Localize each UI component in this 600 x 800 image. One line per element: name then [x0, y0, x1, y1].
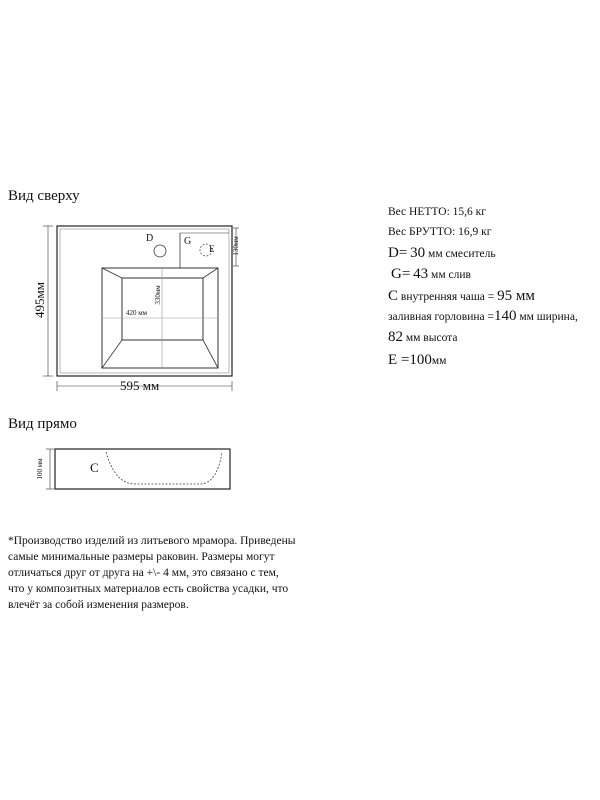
- faucet-hole: [154, 245, 166, 257]
- bowl-edge-tr: [203, 268, 218, 278]
- basin-outline: [57, 226, 232, 376]
- spec-net-weight: Вес НЕТТО: 15,6 кг: [388, 206, 486, 218]
- basin-inner-outline: [60, 229, 229, 373]
- bowl-edge-tl: [102, 268, 122, 278]
- spec-d: D= 30 мм смеситель: [388, 245, 496, 261]
- front-outline: [55, 449, 230, 489]
- spec-neck-width: заливная горловина =140 мм ширина,: [388, 308, 578, 324]
- label-d: D: [146, 233, 154, 244]
- top-view-title: Вид сверху: [8, 188, 80, 204]
- spec-gross-weight: Вес БРУТТО: 16,9 кг: [388, 226, 492, 238]
- width-label: 595 мм: [120, 378, 160, 393]
- bowl-edge-br: [203, 340, 218, 368]
- depth-label: 495мм: [32, 282, 47, 318]
- bowl-edge-bl: [102, 340, 122, 368]
- label-e: E: [209, 244, 215, 254]
- offset-label: 130мм: [232, 236, 240, 256]
- spec-g: G= 43 мм слив: [391, 266, 471, 282]
- front-height-label: 100 мм: [36, 458, 44, 480]
- bowl-width-label: 420 мм: [126, 309, 148, 317]
- front-view-title: Вид прямо: [8, 416, 77, 432]
- bowl-depth-label: 330мм: [154, 285, 162, 305]
- production-note: *Производство изделий из литьевого мрамора. Приведены самые минимальные размеры раковин. Размеры могут отличаться друг от друга на +\- 4 мм, это связано с тем, что у композитных материалов есть свойства усадки, что влечёт за собой изменения размеров.: [8, 535, 296, 611]
- label-g: G: [184, 236, 192, 247]
- spec-e: E =100мм: [388, 352, 447, 368]
- spec-neck-height: 82 мм высота: [388, 329, 458, 345]
- front-bowl-profile: [106, 452, 222, 484]
- spec-c: C внутренняя чаша = 95 мм: [388, 288, 535, 304]
- label-c: C: [90, 460, 99, 475]
